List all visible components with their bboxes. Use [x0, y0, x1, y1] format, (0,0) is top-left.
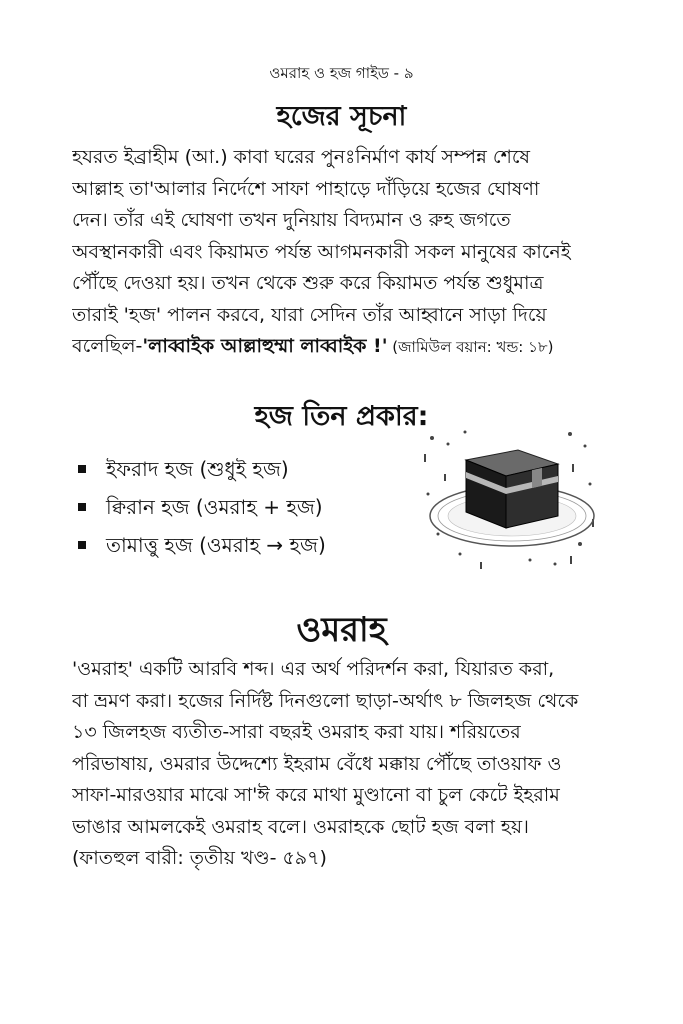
list-item [72, 450, 402, 488]
kaaba-illustration-icon [420, 424, 600, 572]
paragraph-line: ১৩ জিলহজ ব্যতীত-সারা বছরই ওমরাহ করা যায়। শরিয়তের [72, 721, 521, 743]
paragraph-line: 'ওমরাহ' একটি আরবি শব্দ। এর অর্থ পরিদর্শন করা, যিয়ারত করা, [72, 658, 555, 680]
talbiyah-quote: 'লাব্বাইক আল্লাহুম্মা লাব্বাইক !' [142, 335, 388, 357]
paragraph-line: সাফা-মারওয়ার মাঝে সা'ঈ করে মাথা মুণ্ডানো বা চুল কেটে ইহরাম [72, 784, 560, 806]
square-bullet-icon [78, 541, 86, 549]
list-item-label: ইফরাদ হজ (শুধুই হজ) [106, 457, 289, 481]
list-item-label: তামাত্তু হজ (ওমরাহ → হজ) [106, 533, 326, 557]
umrah-paragraph [72, 654, 612, 875]
section-title-umrah: ওমরাহ [296, 610, 387, 650]
paragraph-line: তারাই 'হজ' পালন করবে, যারা সেদিন তাঁর আহ্বানে সাড়া দিয়ে [72, 303, 547, 326]
reference-citation: (ফাতহুল বারী: তৃতীয় খণ্ড- ৫৯৭) [72, 847, 327, 869]
running-header: ওমরাহ ও হজ গাইড - ৯ [269, 64, 414, 82]
paragraph-line-last [72, 331, 612, 364]
paragraph-line: অবস্থানকারী এবং কিয়ামত পর্যন্ত আগমনকারী সকল মানুষের কানেই [72, 240, 571, 263]
paragraph-line: ভাঙার আমলকেই ওমরাহ বলে। ওমরাহকে ছোট হজ বলা হয়। [72, 815, 529, 838]
section-title-hajj-types: হজ তিন প্রকার: [254, 401, 429, 432]
square-bullet-icon [78, 465, 86, 473]
square-bullet-icon [78, 503, 86, 511]
hajj-origin-paragraph [72, 142, 612, 364]
hajj-types-list [72, 450, 402, 564]
last-line-start: বলেছিল- [72, 335, 143, 357]
paragraph-line: দেন। তাঁর এই ঘোষণা তখন দুনিয়ায় বিদ্যমান ও রুহ জগতে [72, 209, 511, 231]
paragraph-line: বা ভ্রমণ করা। হজের নির্দিষ্ট দিনগুলো ছাড়া-অর্থাৎ ৮ জিলহজ থেকে [72, 689, 579, 712]
paragraph-line: পরিভাষায়, ওমরার উদ্দেশ্যে ইহরাম বেঁধে মক্কায় পৌঁছে তাওয়াফ ও [72, 752, 562, 775]
list-item [72, 488, 402, 526]
list-item [72, 526, 402, 564]
paragraph-line: হযরত ইব্রাহীম (আ.) কাবা ঘরের পুনঃনির্মাণ কার্য সম্পন্ন শেষে [72, 146, 530, 168]
paragraph-line: পৌঁছে দেওয়া হয়। তখন থেকে শুরু করে কিয়ামত পর্যন্ত শুধুমাত্র [72, 272, 544, 294]
list-item-label: ক্বিরান হজ (ওমরাহ + হজ) [106, 495, 323, 519]
reference-citation: (জামিউল বয়ান: খন্ড: ১৮) [387, 338, 554, 356]
section-title-hajj-origin: হজের সূচনা [276, 101, 407, 132]
paragraph-line: আল্লাহ তা'আলার নির্দেশে সাফা পাহাড়ে দাঁড়িয়ে হজের ঘোষণা [72, 177, 540, 200]
